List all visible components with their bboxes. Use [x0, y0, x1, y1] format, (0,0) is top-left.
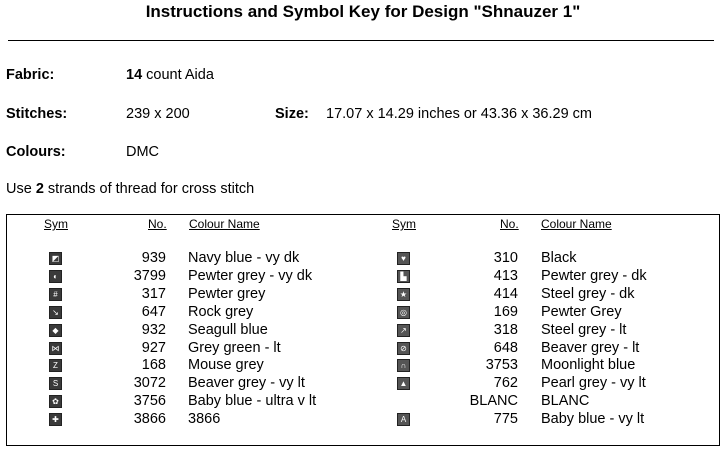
colour-number: 169: [493, 303, 518, 320]
colour-number: 648: [493, 339, 518, 356]
colour-name: Beaver grey - lt: [541, 339, 640, 356]
colours-label: Colours:: [6, 144, 66, 160]
colour-number: 3756: [133, 393, 166, 410]
colour-name: Steel grey - dk: [541, 285, 635, 302]
stitches-label: Stitches:: [6, 106, 68, 122]
strand-count: 2: [35, 181, 44, 197]
half-circle-icon: ◐: [49, 270, 62, 283]
colour-name: Grey green - lt: [188, 339, 281, 356]
heart-icon: ♥: [397, 252, 410, 265]
colour-name: Baby blue - ultra v lt: [188, 393, 317, 410]
corner-square-icon: ▙: [397, 270, 410, 283]
colour-name: Navy blue - vy dk: [188, 250, 300, 266]
header-sym-left: Sym: [44, 217, 68, 231]
colour-number: 3753: [485, 357, 518, 374]
colour-name: Pewter grey: [188, 285, 266, 302]
colour-number: 932: [141, 321, 166, 338]
arrow-up-square-icon: ▲: [397, 377, 410, 390]
colour-name: Pewter grey - dk: [541, 267, 647, 284]
size-label: Size:: [275, 106, 309, 122]
colour-name: Beaver grey - vy lt: [188, 375, 305, 392]
colour-number: 414: [493, 285, 518, 302]
fabric-count: 14: [126, 67, 143, 83]
header-sym-right: Sym: [392, 217, 416, 231]
target-icon: ◎: [397, 306, 410, 319]
colour-number: 927: [141, 339, 166, 356]
note-pre: Use: [6, 181, 36, 197]
striped-circle-icon: ⊘: [397, 342, 410, 355]
colours-value: DMC: [126, 144, 160, 160]
colour-number: 413: [493, 267, 518, 284]
colour-number: 317: [141, 285, 166, 302]
bowtie-icon: ⋈: [49, 342, 62, 355]
fabric-label: Fabric:: [6, 67, 55, 83]
colour-number: 3799: [133, 267, 166, 284]
diagonal-square-icon: ◩: [49, 252, 62, 265]
colour-number: BLANC: [469, 393, 518, 410]
thread-note: [6, 181, 254, 197]
colour-name: Baby blue - vy lt: [541, 411, 645, 428]
header-name-right: Colour Name: [541, 217, 612, 231]
colour-name: Black: [541, 250, 577, 266]
size-value: 17.07 x 14.29 inches or 43.36 x 36.29 cm: [326, 106, 593, 122]
star-icon: ★: [397, 288, 410, 301]
arrow-diagonal-icon: ↘: [49, 306, 62, 319]
hammer-icon: ↗: [397, 324, 410, 337]
colour-number: 647: [141, 303, 166, 320]
fabric-type: count Aida: [142, 67, 214, 83]
s-circle-icon: S: [49, 377, 62, 390]
colour-name: Moonlight blue: [541, 357, 636, 374]
colour-name: Pewter Grey: [541, 303, 622, 320]
colour-number: 762: [493, 375, 518, 392]
z-icon: Z: [49, 359, 62, 372]
colour-name: Mouse grey: [188, 357, 264, 374]
colour-name: BLANC: [541, 393, 590, 410]
horseshoe-icon: ∩: [397, 359, 410, 372]
colour-number: 939: [141, 250, 166, 266]
fabric-value: [126, 67, 214, 83]
swirl-icon: ✿: [49, 395, 62, 408]
triangle-a-icon: A: [397, 413, 410, 426]
header-no-left: No.: [148, 217, 167, 231]
star-square-icon: ✚: [49, 413, 62, 426]
colour-name: Rock grey: [188, 303, 254, 320]
colour-number: 3866: [133, 411, 166, 428]
colour-name: Pewter grey - vy dk: [188, 267, 313, 284]
diamond-icon: ◆: [49, 324, 62, 337]
colour-name: Pearl grey - vy lt: [541, 375, 646, 392]
note-post: strands of thread for cross stitch: [43, 181, 255, 197]
colour-number: 3072: [133, 375, 166, 392]
hash-icon: #: [49, 288, 62, 301]
colour-number: 775: [493, 411, 518, 428]
header-name-left: Colour Name: [189, 217, 260, 231]
stitches-value: 239 x 200: [126, 106, 190, 122]
colour-number: 318: [493, 321, 518, 338]
page-title: Instructions and Symbol Key for Design "Shnauzer 1": [145, 2, 581, 21]
header-no-right: No.: [500, 217, 519, 231]
colour-name: 3866: [188, 411, 221, 428]
colour-number: 168: [141, 357, 166, 374]
colour-number: 310: [493, 250, 518, 266]
colour-name: Seagull blue: [188, 321, 268, 338]
title-divider: [8, 40, 714, 41]
colour-name: Steel grey - lt: [541, 321, 627, 338]
